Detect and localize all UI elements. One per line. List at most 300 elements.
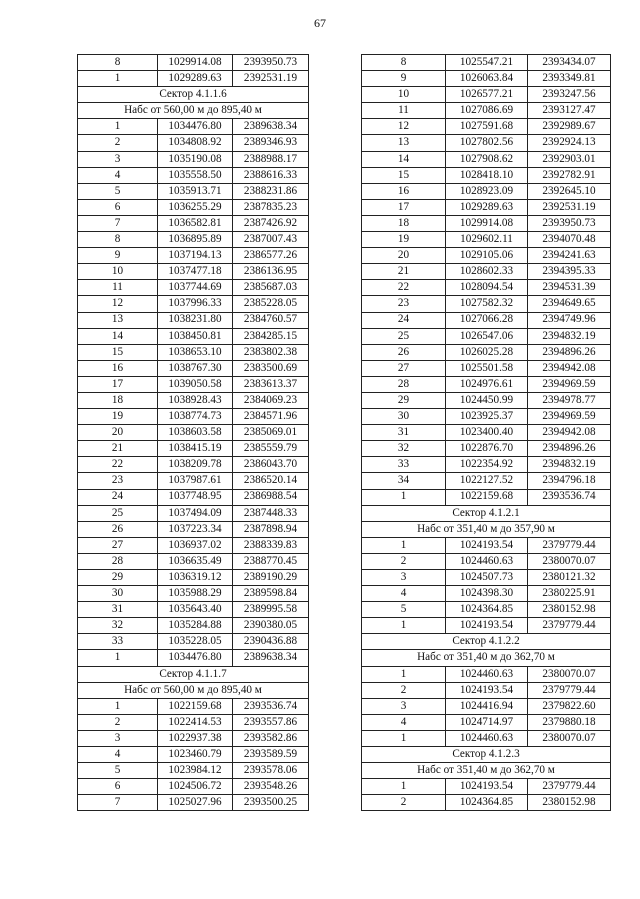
table-row: [78, 747, 309, 763]
point-number-cell: 17: [362, 199, 446, 215]
y-coordinate-cell: 2393578.06: [233, 763, 309, 779]
x-coordinate-cell: 1035284.88: [158, 618, 233, 634]
x-coordinate-cell: 1023984.12: [158, 763, 233, 779]
point-number-cell: 27: [78, 537, 158, 553]
table-row: [362, 328, 611, 344]
x-coordinate-cell: 1028923.09: [446, 183, 528, 199]
y-coordinate-cell: 2387448.33: [233, 505, 309, 521]
table-row: [362, 473, 611, 489]
y-coordinate-cell: 2392645.10: [528, 183, 611, 199]
table-row: [362, 344, 611, 360]
point-number-cell: 1: [362, 618, 446, 634]
table-row: [362, 586, 611, 602]
table-row: [362, 441, 611, 457]
point-number-cell: 2: [78, 714, 158, 730]
table-row: [362, 795, 611, 811]
table-row: [78, 167, 309, 183]
x-coordinate-cell: 1037477.18: [158, 264, 233, 280]
point-number-cell: 18: [78, 392, 158, 408]
y-coordinate-cell: 2389346.93: [233, 135, 309, 151]
point-number-cell: 10: [78, 264, 158, 280]
table-row: [78, 280, 309, 296]
point-number-cell: 26: [78, 521, 158, 537]
y-coordinate-cell: 2394969.59: [528, 409, 611, 425]
point-number-cell: 15: [362, 167, 446, 183]
y-coordinate-cell: 2385228.05: [233, 296, 309, 312]
x-coordinate-cell: 1034476.80: [158, 650, 233, 666]
y-coordinate-cell: 2380152.98: [528, 795, 611, 811]
y-coordinate-cell: 2384760.57: [233, 312, 309, 328]
point-number-cell: 1: [78, 650, 158, 666]
point-number-cell: 25: [78, 505, 158, 521]
x-coordinate-cell: 1028602.33: [446, 264, 528, 280]
point-number-cell: 13: [78, 312, 158, 328]
x-coordinate-cell: 1024714.97: [446, 714, 528, 730]
table-row: [362, 376, 611, 392]
y-coordinate-cell: 2379779.44: [528, 779, 611, 795]
x-coordinate-cell: 1025501.58: [446, 360, 528, 376]
point-number-cell: 29: [362, 392, 446, 408]
sector-header-cell: Набс от 560,00 м до 895,40 м: [78, 103, 309, 119]
sector-header-row: [78, 87, 309, 103]
table-row: [78, 232, 309, 248]
y-coordinate-cell: 2386136.95: [233, 264, 309, 280]
table-row: [78, 312, 309, 328]
y-coordinate-cell: 2379779.44: [528, 682, 611, 698]
point-number-cell: 1: [362, 666, 446, 682]
point-number-cell: 4: [362, 586, 446, 602]
y-coordinate-cell: 2388988.17: [233, 151, 309, 167]
x-coordinate-cell: 1029289.63: [158, 71, 233, 87]
table-row: [78, 199, 309, 215]
point-number-cell: 4: [78, 167, 158, 183]
y-coordinate-cell: 2383500.69: [233, 360, 309, 376]
table-row: [78, 344, 309, 360]
point-number-cell: 29: [78, 570, 158, 586]
point-number-cell: 3: [78, 730, 158, 746]
table-row: [78, 714, 309, 730]
x-coordinate-cell: 1024416.94: [446, 698, 528, 714]
x-coordinate-cell: 1022414.53: [158, 714, 233, 730]
y-coordinate-cell: 2394395.33: [528, 264, 611, 280]
y-coordinate-cell: 2390380.05: [233, 618, 309, 634]
y-coordinate-cell: 2380225.91: [528, 586, 611, 602]
y-coordinate-cell: 2388616.33: [233, 167, 309, 183]
y-coordinate-cell: 2394896.26: [528, 344, 611, 360]
point-number-cell: 28: [78, 553, 158, 569]
x-coordinate-cell: 1026025.28: [446, 344, 528, 360]
point-number-cell: 2: [362, 795, 446, 811]
table-row: [78, 537, 309, 553]
sector-header-row: [362, 650, 611, 666]
point-number-cell: 21: [78, 441, 158, 457]
point-number-cell: 20: [362, 248, 446, 264]
table-row: [362, 215, 611, 231]
table-row: [78, 248, 309, 264]
point-number-cell: 22: [362, 280, 446, 296]
y-coordinate-cell: 2385687.03: [233, 280, 309, 296]
sector-header-row: [78, 666, 309, 682]
table-row: [78, 457, 309, 473]
x-coordinate-cell: 1038231.80: [158, 312, 233, 328]
x-coordinate-cell: 1035643.40: [158, 602, 233, 618]
table-row: [362, 151, 611, 167]
y-coordinate-cell: 2393950.73: [528, 215, 611, 231]
x-coordinate-cell: 1022354.92: [446, 457, 528, 473]
point-number-cell: 24: [362, 312, 446, 328]
point-number-cell: 9: [362, 71, 446, 87]
y-coordinate-cell: 2387898.94: [233, 521, 309, 537]
point-number-cell: 12: [362, 119, 446, 135]
table-row: [78, 489, 309, 505]
x-coordinate-cell: 1024450.99: [446, 392, 528, 408]
x-coordinate-cell: 1038603.58: [158, 425, 233, 441]
y-coordinate-cell: 2392531.19: [233, 71, 309, 87]
point-number-cell: 19: [362, 232, 446, 248]
y-coordinate-cell: 2387426.92: [233, 215, 309, 231]
y-coordinate-cell: 2379880.18: [528, 714, 611, 730]
point-number-cell: 1: [362, 779, 446, 795]
table-row: [78, 215, 309, 231]
x-coordinate-cell: 1029289.63: [446, 199, 528, 215]
x-coordinate-cell: 1037744.69: [158, 280, 233, 296]
x-coordinate-cell: 1036895.89: [158, 232, 233, 248]
y-coordinate-cell: 2392903.01: [528, 151, 611, 167]
y-coordinate-cell: 2390436.88: [233, 634, 309, 650]
y-coordinate-cell: 2380121.32: [528, 570, 611, 586]
table-row: [362, 119, 611, 135]
point-number-cell: 10: [362, 87, 446, 103]
point-number-cell: 1: [362, 537, 446, 553]
point-number-cell: 17: [78, 376, 158, 392]
sector-header-cell: Набс от 351,40 м до 362,70 м: [362, 763, 611, 779]
point-number-cell: 28: [362, 376, 446, 392]
x-coordinate-cell: 1024460.63: [446, 553, 528, 569]
x-coordinate-cell: 1037194.13: [158, 248, 233, 264]
point-number-cell: 21: [362, 264, 446, 280]
point-number-cell: 18: [362, 215, 446, 231]
table-row: [362, 666, 611, 682]
y-coordinate-cell: 2379779.44: [528, 537, 611, 553]
point-number-cell: 14: [78, 328, 158, 344]
point-number-cell: 1: [362, 730, 446, 746]
table-row: [78, 392, 309, 408]
sector-header-row: [362, 505, 611, 521]
point-number-cell: 1: [362, 489, 446, 505]
y-coordinate-cell: 2392989.67: [528, 119, 611, 135]
table-row: [362, 682, 611, 698]
x-coordinate-cell: 1036255.29: [158, 199, 233, 215]
x-coordinate-cell: 1022159.68: [446, 489, 528, 505]
y-coordinate-cell: 2392924.13: [528, 135, 611, 151]
table-row: [362, 714, 611, 730]
point-number-cell: 33: [78, 634, 158, 650]
table-row: [362, 312, 611, 328]
page-number: 67: [314, 16, 326, 30]
x-coordinate-cell: 1023925.37: [446, 409, 528, 425]
x-coordinate-cell: 1024193.54: [446, 618, 528, 634]
x-coordinate-cell: 1035913.71: [158, 183, 233, 199]
x-coordinate-cell: 1022127.52: [446, 473, 528, 489]
y-coordinate-cell: 2384069.23: [233, 392, 309, 408]
table-row: [362, 135, 611, 151]
table-row: [78, 602, 309, 618]
y-coordinate-cell: 2380070.07: [528, 666, 611, 682]
table-row: [78, 650, 309, 666]
x-coordinate-cell: 1024193.54: [446, 779, 528, 795]
point-number-cell: 3: [362, 698, 446, 714]
table-row: [362, 296, 611, 312]
x-coordinate-cell: 1024193.54: [446, 537, 528, 553]
y-coordinate-cell: 2385069.01: [233, 425, 309, 441]
x-coordinate-cell: 1037987.61: [158, 473, 233, 489]
table-row: [78, 570, 309, 586]
sector-header-cell: Сектор 4.1.2.3: [362, 747, 611, 763]
y-coordinate-cell: 2389638.34: [233, 650, 309, 666]
table-row: [78, 360, 309, 376]
point-number-cell: 16: [78, 360, 158, 376]
sector-header-cell: Сектор 4.1.2.1: [362, 505, 611, 521]
table-row: [362, 232, 611, 248]
x-coordinate-cell: 1038928.43: [158, 392, 233, 408]
table-row: [362, 392, 611, 408]
point-number-cell: 4: [78, 747, 158, 763]
x-coordinate-cell: 1038450.81: [158, 328, 233, 344]
sector-header-row: [362, 634, 611, 650]
point-number-cell: 22: [78, 457, 158, 473]
y-coordinate-cell: 2394531.39: [528, 280, 611, 296]
y-coordinate-cell: 2392782.91: [528, 167, 611, 183]
x-coordinate-cell: 1029105.06: [446, 248, 528, 264]
y-coordinate-cell: 2387835.23: [233, 199, 309, 215]
table-row: [78, 553, 309, 569]
point-number-cell: 8: [78, 232, 158, 248]
table-row: [78, 71, 309, 87]
table-row: [362, 167, 611, 183]
table-row: [362, 779, 611, 795]
point-number-cell: 26: [362, 344, 446, 360]
x-coordinate-cell: 1035988.29: [158, 586, 233, 602]
point-number-cell: 27: [362, 360, 446, 376]
table-row: [362, 698, 611, 714]
y-coordinate-cell: 2383613.37: [233, 376, 309, 392]
y-coordinate-cell: 2389638.34: [233, 119, 309, 135]
table-row: [78, 135, 309, 151]
point-number-cell: 3: [362, 570, 446, 586]
point-number-cell: 33: [362, 457, 446, 473]
table-row: [362, 409, 611, 425]
x-coordinate-cell: 1037494.09: [158, 505, 233, 521]
x-coordinate-cell: 1026547.06: [446, 328, 528, 344]
table-row: [78, 521, 309, 537]
y-coordinate-cell: 2393950.73: [233, 55, 309, 71]
point-number-cell: 5: [362, 602, 446, 618]
y-coordinate-cell: 2394749.96: [528, 312, 611, 328]
y-coordinate-cell: 2394978.77: [528, 392, 611, 408]
y-coordinate-cell: 2386520.14: [233, 473, 309, 489]
y-coordinate-cell: 2387007.43: [233, 232, 309, 248]
point-number-cell: 6: [78, 779, 158, 795]
point-number-cell: 32: [78, 618, 158, 634]
y-coordinate-cell: 2394896.26: [528, 441, 611, 457]
point-number-cell: 9: [78, 248, 158, 264]
point-number-cell: 2: [362, 682, 446, 698]
sector-header-row: [78, 103, 309, 119]
table-row: [362, 55, 611, 71]
table-row: [362, 87, 611, 103]
point-number-cell: 13: [362, 135, 446, 151]
table-row: [362, 103, 611, 119]
x-coordinate-cell: 1024460.63: [446, 666, 528, 682]
table-row: [78, 441, 309, 457]
y-coordinate-cell: 2380070.07: [528, 730, 611, 746]
x-coordinate-cell: 1036937.02: [158, 537, 233, 553]
table-row: [78, 296, 309, 312]
y-coordinate-cell: 2393247.56: [528, 87, 611, 103]
x-coordinate-cell: 1036582.81: [158, 215, 233, 231]
table-row: [78, 183, 309, 199]
y-coordinate-cell: 2394942.08: [528, 425, 611, 441]
table-row: [362, 457, 611, 473]
x-coordinate-cell: 1025547.21: [446, 55, 528, 71]
table-row: [78, 425, 309, 441]
table-row: [362, 199, 611, 215]
x-coordinate-cell: 1028094.54: [446, 280, 528, 296]
y-coordinate-cell: 2393434.07: [528, 55, 611, 71]
y-coordinate-cell: 2389190.29: [233, 570, 309, 586]
x-coordinate-cell: 1037223.34: [158, 521, 233, 537]
x-coordinate-cell: 1024460.63: [446, 730, 528, 746]
x-coordinate-cell: 1034808.92: [158, 135, 233, 151]
table-row: [362, 730, 611, 746]
x-coordinate-cell: 1027802.56: [446, 135, 528, 151]
point-number-cell: 7: [78, 215, 158, 231]
y-coordinate-cell: 2393349.81: [528, 71, 611, 87]
x-coordinate-cell: 1024976.61: [446, 376, 528, 392]
x-coordinate-cell: 1027582.32: [446, 296, 528, 312]
table-row: [78, 779, 309, 795]
x-coordinate-cell: 1029914.08: [446, 215, 528, 231]
y-coordinate-cell: 2388231.86: [233, 183, 309, 199]
x-coordinate-cell: 1024507.73: [446, 570, 528, 586]
y-coordinate-cell: 2383802.38: [233, 344, 309, 360]
y-coordinate-cell: 2393536.74: [233, 698, 309, 714]
point-number-cell: 23: [362, 296, 446, 312]
table-row: [78, 55, 309, 71]
table-row: [78, 151, 309, 167]
table-row: [78, 376, 309, 392]
x-coordinate-cell: 1038774.73: [158, 409, 233, 425]
coordinates-table-left: [77, 54, 309, 811]
sector-header-row: [362, 747, 611, 763]
table-row: [78, 473, 309, 489]
table-row: [78, 795, 309, 811]
sector-header-row: [362, 763, 611, 779]
y-coordinate-cell: 2389598.84: [233, 586, 309, 602]
y-coordinate-cell: 2392531.19: [528, 199, 611, 215]
table-row: [78, 328, 309, 344]
table-row: [362, 248, 611, 264]
x-coordinate-cell: 1039050.58: [158, 376, 233, 392]
y-coordinate-cell: 2394070.48: [528, 232, 611, 248]
x-coordinate-cell: 1027066.28: [446, 312, 528, 328]
y-coordinate-cell: 2394832.19: [528, 457, 611, 473]
point-number-cell: 1: [78, 71, 158, 87]
point-number-cell: 5: [78, 763, 158, 779]
x-coordinate-cell: 1024506.72: [158, 779, 233, 795]
y-coordinate-cell: 2379822.60: [528, 698, 611, 714]
table-row: [78, 119, 309, 135]
table-row: [362, 425, 611, 441]
point-number-cell: 30: [362, 409, 446, 425]
point-number-cell: 11: [362, 103, 446, 119]
y-coordinate-cell: 2393557.86: [233, 714, 309, 730]
sector-header-cell: Набс от 351,40 м до 357,90 м: [362, 521, 611, 537]
table-row: [78, 730, 309, 746]
point-number-cell: 3: [78, 151, 158, 167]
x-coordinate-cell: 1024398.30: [446, 586, 528, 602]
table-row: [362, 264, 611, 280]
y-coordinate-cell: 2393548.26: [233, 779, 309, 795]
table-row: [78, 634, 309, 650]
point-number-cell: 15: [78, 344, 158, 360]
sector-header-cell: Набс от 560,00 м до 895,40 м: [78, 682, 309, 698]
point-number-cell: 23: [78, 473, 158, 489]
table-row: [362, 618, 611, 634]
sector-header-row: [362, 521, 611, 537]
point-number-cell: 1: [78, 119, 158, 135]
x-coordinate-cell: 1029914.08: [158, 55, 233, 71]
x-coordinate-cell: 1037996.33: [158, 296, 233, 312]
table-row: [362, 360, 611, 376]
point-number-cell: 8: [78, 55, 158, 71]
y-coordinate-cell: 2394832.19: [528, 328, 611, 344]
table-row: [362, 71, 611, 87]
point-number-cell: 14: [362, 151, 446, 167]
y-coordinate-cell: 2394649.65: [528, 296, 611, 312]
y-coordinate-cell: 2393589.59: [233, 747, 309, 763]
y-coordinate-cell: 2379779.44: [528, 618, 611, 634]
sector-header-cell: Сектор 4.1.2.2: [362, 634, 611, 650]
y-coordinate-cell: 2394241.63: [528, 248, 611, 264]
y-coordinate-cell: 2386577.26: [233, 248, 309, 264]
y-coordinate-cell: 2384285.15: [233, 328, 309, 344]
y-coordinate-cell: 2394942.08: [528, 360, 611, 376]
x-coordinate-cell: 1034476.80: [158, 119, 233, 135]
x-coordinate-cell: 1023460.79: [158, 747, 233, 763]
y-coordinate-cell: 2380070.07: [528, 553, 611, 569]
x-coordinate-cell: 1038415.19: [158, 441, 233, 457]
x-coordinate-cell: 1028418.10: [446, 167, 528, 183]
x-coordinate-cell: 1027908.62: [446, 151, 528, 167]
table-row: [362, 553, 611, 569]
x-coordinate-cell: 1036635.49: [158, 553, 233, 569]
point-number-cell: 7: [78, 795, 158, 811]
table-row: [78, 618, 309, 634]
point-number-cell: 5: [78, 183, 158, 199]
x-coordinate-cell: 1038209.78: [158, 457, 233, 473]
table-row: [78, 264, 309, 280]
point-number-cell: 4: [362, 714, 446, 730]
x-coordinate-cell: 1025027.96: [158, 795, 233, 811]
x-coordinate-cell: 1035228.05: [158, 634, 233, 650]
y-coordinate-cell: 2388770.45: [233, 553, 309, 569]
point-number-cell: 6: [78, 199, 158, 215]
table-row: [78, 698, 309, 714]
x-coordinate-cell: 1027086.69: [446, 103, 528, 119]
x-coordinate-cell: 1024364.85: [446, 795, 528, 811]
table-row: [362, 489, 611, 505]
